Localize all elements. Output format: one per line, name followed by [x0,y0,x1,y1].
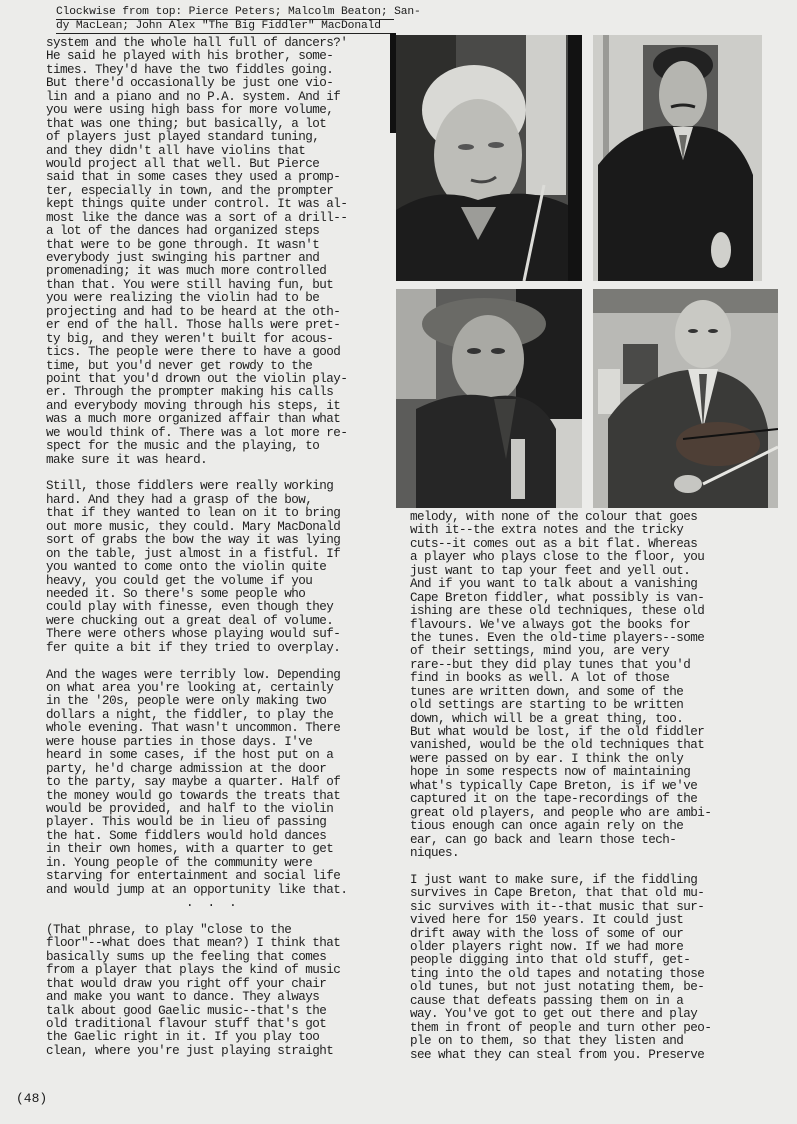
text-line: floor"--what does that mean?) I think that [46,936,341,951]
caption-line: dy MacLean; John Alex "The Big Fiddler" MacDonald [56,20,394,34]
text-line: sort of grabs the bow the way it was lying [46,533,341,548]
text-line: er end of the hall. Those halls were pret- [46,318,341,333]
text-line: and they didn't all have violins that [46,143,306,158]
text-line: times. They'd have the two fiddles going. [46,62,334,77]
text-line: party, he'd charge admission at the door [46,761,327,776]
paragraph-gap [46,655,347,668]
text-line: were passed on by ear. I think the only [410,751,684,766]
text-line: Cape Breton fiddler, what possibly is van- [410,590,705,605]
portrait-image [593,289,778,508]
text-line: could play with finesse, even though they [46,600,334,615]
text-line: with it--the extra notes and the tricky [410,523,684,538]
text-line: a lot of the dances had organized steps [46,224,320,239]
text-line: vanished, would be the old techniques that [410,738,705,753]
text-line: great old players, and people who are ambi- [410,805,712,820]
text-line: people digging into that old stuff, get- [410,953,691,968]
text-line: But what would be lost, if the old fiddler [410,725,705,739]
text-line: There were others whose playing would suf- [46,627,341,642]
text-line: just want to tap your feet and yell out. [410,563,691,578]
photo-pierce-peters [396,35,582,281]
text-line: way. You've got to get out there and play [410,1007,698,1022]
text-line: kept things quite under control. It was al- [46,197,348,212]
text-line: them in front of people and turn other peo- [410,1020,712,1035]
text-line: from a player that plays the kind of music [46,963,341,978]
text-line: vived here for 150 years. It could just [410,913,684,928]
text-line: was a much more organized affair than what [46,412,341,427]
text-line: flavours. We've always got the books for [410,617,691,632]
text-line: and everybody moving through his steps, it [46,398,341,413]
text-line: out more music, they could. Mary MacDonald [46,519,341,534]
text-line: hope in some respects now of maintaining [410,765,691,780]
text-line: a player who plays close to the floor, you [410,550,705,565]
text-line: tious enough can once again rely on the [410,819,684,834]
paragraph-gap [410,860,711,873]
text-line: (That phrase, to play "close to the [46,922,292,937]
caption-line: Clockwise from top: Pierce Peters; Malcolm Beaton; San- [56,6,421,18]
text-line: whole evening. That wasn't uncommon. There [46,721,341,736]
text-line: survives in Cape Breton, that that old mu- [410,886,705,901]
text-line: I just want to make sure, if the fiddling [410,872,698,887]
text-line: talk about good Gaelic music--that's the [46,1003,327,1018]
text-line: you wanted to come onto the violin quite [46,560,327,575]
text-line: old tunes, but not just notating them, be- [410,980,705,995]
text-line: of players just played standard tuning, [46,130,320,145]
text-line: what's typically Cape Breton, is if we've [410,778,698,793]
text-line: time, but you'd never get rowdy to the [46,358,313,373]
section-break: ... [186,896,251,910]
text-line: drift away with the loss of some of our [410,926,684,941]
left-text-column [46,37,347,1058]
text-line: But there'd occasionally be just one vio- [46,76,334,91]
text-line: niques. [410,845,460,860]
portrait-image [396,289,582,508]
text-line: and make you want to dance. They always [46,990,320,1005]
text-line: heard in some cases, if the host put on a [46,748,334,763]
text-line: needed it. So there's some people who [46,586,306,601]
text-line: than that. You were still having fun, but [46,277,334,292]
text-line: on what area you're looking at, certainly [46,681,334,695]
text-line: lin and a piano and no P.A. system. And if [46,89,341,104]
text-line: old traditional flavour stuff that's got [46,1016,327,1031]
text-line: cuts--it comes out as a bit flat. Whereas [410,536,698,551]
text-line: of their settings, mind you, are very [410,644,670,659]
text-line: and would jump at an opportunity like that. [46,882,348,897]
text-line: heavy, you could get the volume if you [46,573,313,588]
text-line: ting into the old tapes and notating those [410,966,705,981]
text-line: And if you want to talk about a vanishing [410,577,698,592]
photo-caption [56,6,421,34]
text-line: point that you'd drown out the violin play- [46,371,348,386]
text-line: that would draw you right off your chair [46,976,327,991]
text-line: fer quite a bit if they tried to overplay. [46,640,341,655]
text-line: were house parties in those days. I've [46,734,313,749]
text-line: in. Young people of the community were [46,855,313,870]
text-line: on the table, just almost in a fistful. If [46,546,341,561]
text-line: clean, where you're just playing straight [46,1043,334,1058]
portrait-image [593,35,762,281]
text-line: captured it on the tape-recordings of the [410,792,698,807]
text-line: ple on to them, so that they listen and [410,1034,684,1049]
text-line: system and the whole hall full of dancers?' [46,36,348,50]
text-line: we would think of. There was a lot more re- [46,425,348,440]
text-line: promenading; it was much more controlled [46,264,327,279]
text-line: find in books as well. A lot of those [410,671,670,686]
text-line: you were using high bass for more volume, [46,103,334,118]
page-number: (48) [16,1091,48,1106]
text-line: would project all that well. But Pierce [46,156,320,171]
text-line: that if they wanted to lean on it to bring [46,506,341,521]
text-line: said that in some cases they used a promp- [46,170,341,185]
text-line: most like the dance was a sort of a drill-- [46,210,348,225]
text-line: ter, especially in town, and the prompter [46,183,334,198]
text-line: cause that defeats passing them on in a [410,993,684,1008]
text-line: melody, with none of the colour that goes [410,510,698,524]
text-line: ty big, and they weren't built for acous- [46,331,334,346]
text-line: in their own homes, with a quarter to get [46,842,334,857]
text-line: And the wages were terribly low. Depending [46,667,341,682]
text-line: the tunes. Even the old-time players--some [410,630,705,645]
photo-sandy-maclean [396,289,582,508]
text-line: everybody just swinging his partner and [46,251,320,265]
text-line: the hat. Some fiddlers would hold dances [46,828,327,843]
text-line: older players right now. If we had more [410,940,684,954]
text-line: er. Through the prompter making his calls [46,385,334,400]
paragraph-gap [46,910,347,923]
text-line: down, which will be a great thing, too. [410,711,684,726]
text-line: to the party, say maybe a quarter. Half of [46,775,341,790]
text-line: see what they can steal from you. Preserve [410,1047,705,1062]
text-line: He said he played with his brother, some- [46,49,334,64]
portrait-image [396,35,582,281]
text-line: ishing are these old techniques, these old [410,604,705,619]
paragraph-gap [46,467,347,480]
text-line: were chucking out a great deal of volume. [46,613,334,628]
text-line: the Gaelic right in it. If you play too [46,1030,320,1045]
text-line: sic survives with it--that music that sur- [410,899,705,914]
text-line: would be provided, and half to the violin [46,801,334,816]
text-line: player. This would be in lieu of passing [46,815,327,830]
text-line: projecting and had to be heard at the oth- [46,304,341,319]
text-line: rare--but they did play tunes that you'd [410,657,691,672]
text-line: that were to be gone through. It wasn't [46,237,320,252]
text-line: hard. And they had a grasp of the bow, [46,492,313,507]
text-line: that was one thing; but basically, a lot [46,116,327,131]
photo-malcolm-beaton [593,35,762,281]
text-line: starving for entertainment and social life [46,869,341,884]
text-line: old settings are starting to be written [410,698,684,713]
text-line: in the '20s, people were only making two [46,694,327,709]
text-line: basically sums up the feeling that comes [46,949,327,964]
text-line: the money would go towards the treats that [46,788,341,803]
text-line: tics. The people were there to have a good [46,345,341,360]
text-line: Still, those fiddlers were really working [46,479,334,494]
text-line: dollars a night, the fiddler, to play the [46,707,334,722]
text-line: ear, can go back and learn those tech- [410,832,677,847]
right-text-column [410,511,711,1062]
text-line: spect for the music and the playing, to [46,439,320,454]
text-line: you were realizing the violin had to be [46,291,320,306]
photo-john-alex-macdonald [593,289,778,508]
text-line: tunes are written down, and some of the [410,684,684,699]
text-line: make sure it was heard. [46,452,208,467]
